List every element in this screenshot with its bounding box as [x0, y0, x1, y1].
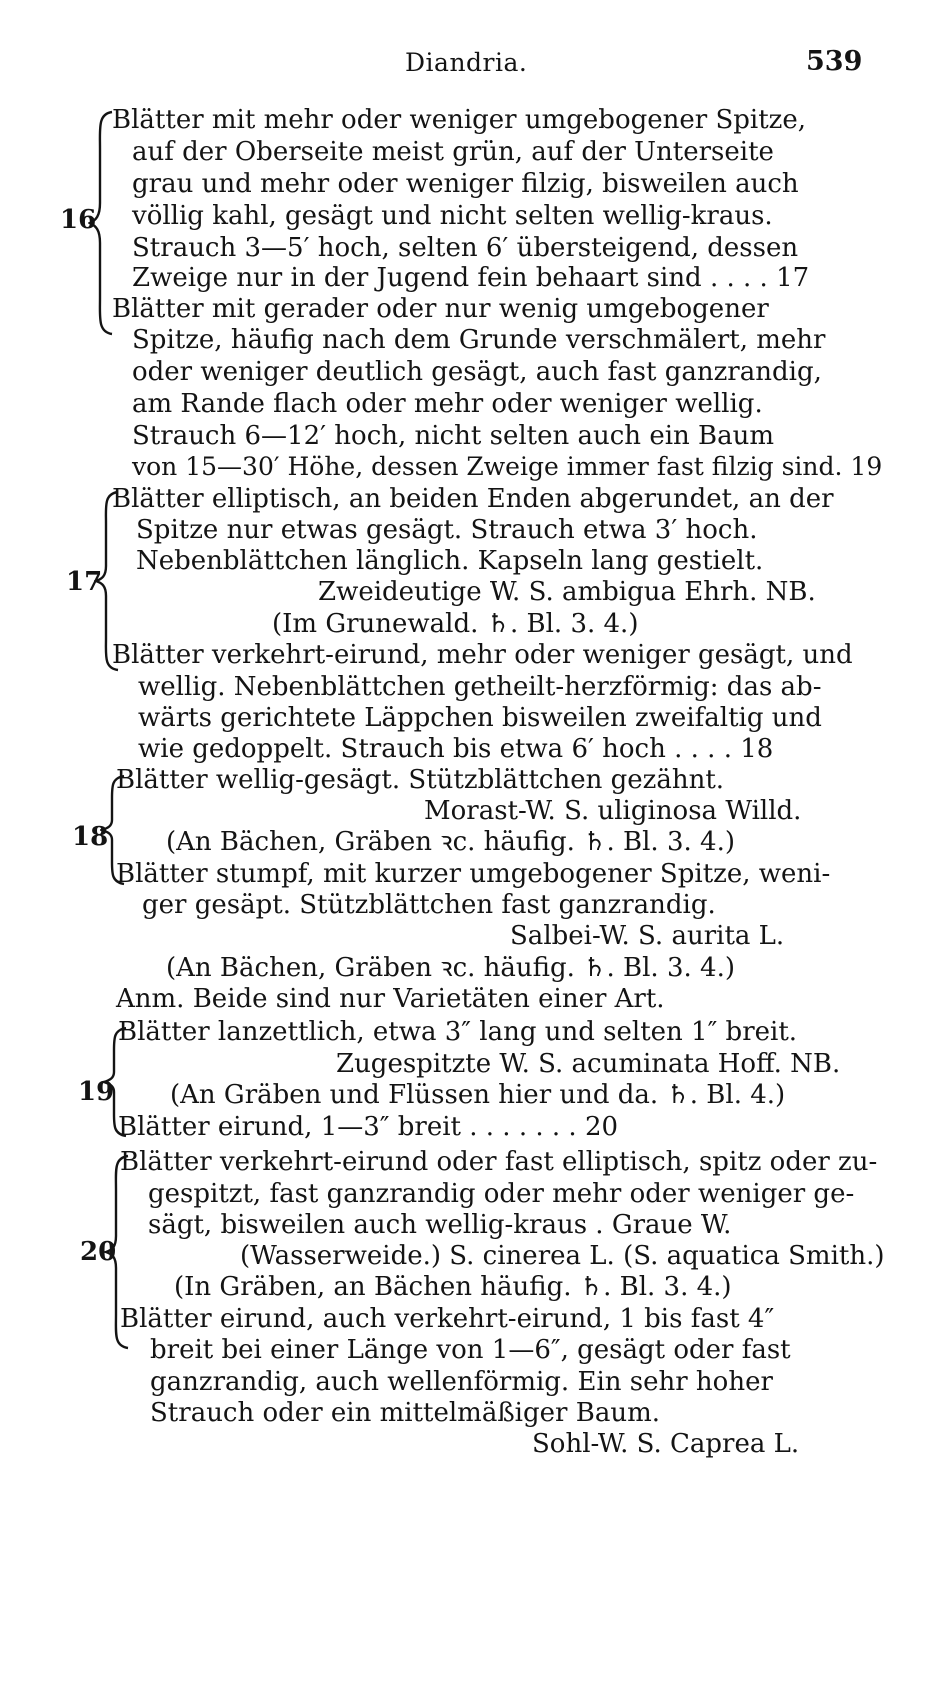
species-name-line: Zweideutige W. S. ambigua Ehrh. NB. — [318, 577, 816, 607]
text-line: von 15—30′ Höhe, dessen Zweige immer fast filzig sind. 19 — [132, 452, 883, 481]
species-name-line: Salbei-W. S. aurita L. — [510, 921, 785, 951]
text-line: Strauch 3—5′ hoch, selten 6′ übersteigend, dessen — [132, 233, 799, 263]
text-line: sägt, bisweilen auch wellig-kraus . Graue W. — [148, 1210, 732, 1240]
text-line: oder weniger deutlich gesägt, auch fast ganzrandig, — [132, 357, 822, 387]
text-line: ganzrandig, auch wellenförmig. Ein sehr hoher — [150, 1367, 773, 1397]
text-line: Blätter mit gerader oder nur wenig umgebogener — [112, 294, 769, 324]
text-line: ger gesäpt. Stützblättchen fast ganzrandig. — [142, 890, 716, 920]
text-line: Nebenblättchen länglich. Kapseln lang gestielt. — [136, 546, 764, 576]
habitat-line: (An Bächen, Gräben ꝛc. häufig. ♄. Bl. 3. 4.) — [166, 953, 735, 983]
habitat-line: (An Bächen, Gräben ꝛc. häufig. ♄. Bl. 3. 4.) — [166, 827, 735, 857]
running-header-title: Diandria. — [405, 48, 528, 77]
species-name-line: Morast-W. S. uliginosa Willd. — [424, 796, 802, 826]
couplet-number-16: 16 — [60, 205, 97, 235]
text-line: grau und mehr oder weniger filzig, bisweilen auch — [132, 169, 799, 199]
text-line: wie gedoppelt. Strauch bis etwa 6′ hoch . . . . 18 — [138, 734, 774, 764]
text-line: Zweige nur in der Jugend fein behaart sind . . . . 17 — [132, 263, 810, 293]
habitat-line: (Im Grunewald. ♄. Bl. 3. 4.) — [272, 609, 639, 639]
text-line: breit bei einer Länge von 1—6″, gesägt oder fast — [150, 1335, 791, 1365]
annotation-line: Anm. Beide sind nur Varietäten einer Art. — [116, 984, 665, 1014]
text-line: wellig. Nebenblättchen getheilt-herzförmig: das ab- — [138, 672, 822, 702]
species-name-line: Sohl-W. S. Caprea L. — [532, 1429, 800, 1459]
text-line: Spitze nur etwas gesägt. Strauch etwa 3′ hoch. — [136, 515, 758, 545]
text-line: völlig kahl, gesägt und nicht selten wellig-kraus. — [132, 201, 773, 231]
text-line: Blätter wellig-gesägt. Stützblättchen gezähnt. — [116, 765, 725, 795]
species-name-line: (Wasserweide.) S. cinerea L. (S. aquatica Smith.) — [240, 1241, 885, 1271]
habitat-line: (In Gräben, an Bächen häufig. ♄. Bl. 3. 4.) — [174, 1272, 732, 1302]
text-line: Blätter mit mehr oder weniger umgebogener Spitze, — [112, 105, 807, 135]
text-line: Strauch oder ein mittelmäßiger Baum. — [150, 1398, 660, 1428]
couplet-number-20: 20 — [80, 1237, 117, 1267]
text-line: Blätter verkehrt-eirund, mehr oder weniger gesägt, und — [112, 640, 853, 670]
species-name-line: Zugespitzte W. S. acuminata Hoff. NB. — [336, 1049, 841, 1079]
text-line: Blätter lanzettlich, etwa 3″ lang und selten 1″ breit. — [118, 1017, 798, 1047]
text-line: wärts gerichtete Läppchen bisweilen zweifaltig und — [138, 703, 822, 733]
text-line: Blätter eirund, auch verkehrt-eirund, 1 bis fast 4″ — [120, 1304, 775, 1334]
habitat-line: (An Gräben und Flüssen hier und da. ♄. Bl. 4.) — [170, 1080, 786, 1110]
text-line: Blätter verkehrt-eirund oder fast elliptisch, spitz oder zu- — [120, 1147, 878, 1177]
text-line: auf der Oberseite meist grün, auf der Unterseite — [132, 137, 774, 167]
text-line: Blätter stumpf, mit kurzer umgebogener Spitze, weni- — [116, 859, 831, 889]
text-line: Spitze, häufig nach dem Grunde verschmälert, mehr — [132, 325, 826, 355]
text-line: Strauch 6—12′ hoch, nicht selten auch ein Baum — [132, 421, 775, 451]
text-line: gespitzt, fast ganzrandig oder mehr oder weniger ge- — [148, 1179, 855, 1209]
text-line: Blätter eirund, 1—3″ breit . . . . . . . 20 — [118, 1112, 619, 1142]
page-number: 539 — [806, 46, 863, 77]
couplet-number-18: 18 — [72, 822, 109, 852]
text-line: am Rande flach oder mehr oder weniger wellig. — [132, 389, 763, 419]
couplet-number-19: 19 — [78, 1077, 115, 1107]
couplet-number-17: 17 — [66, 567, 103, 597]
text-line: Blätter elliptisch, an beiden Enden abgerundet, an der — [112, 484, 834, 514]
